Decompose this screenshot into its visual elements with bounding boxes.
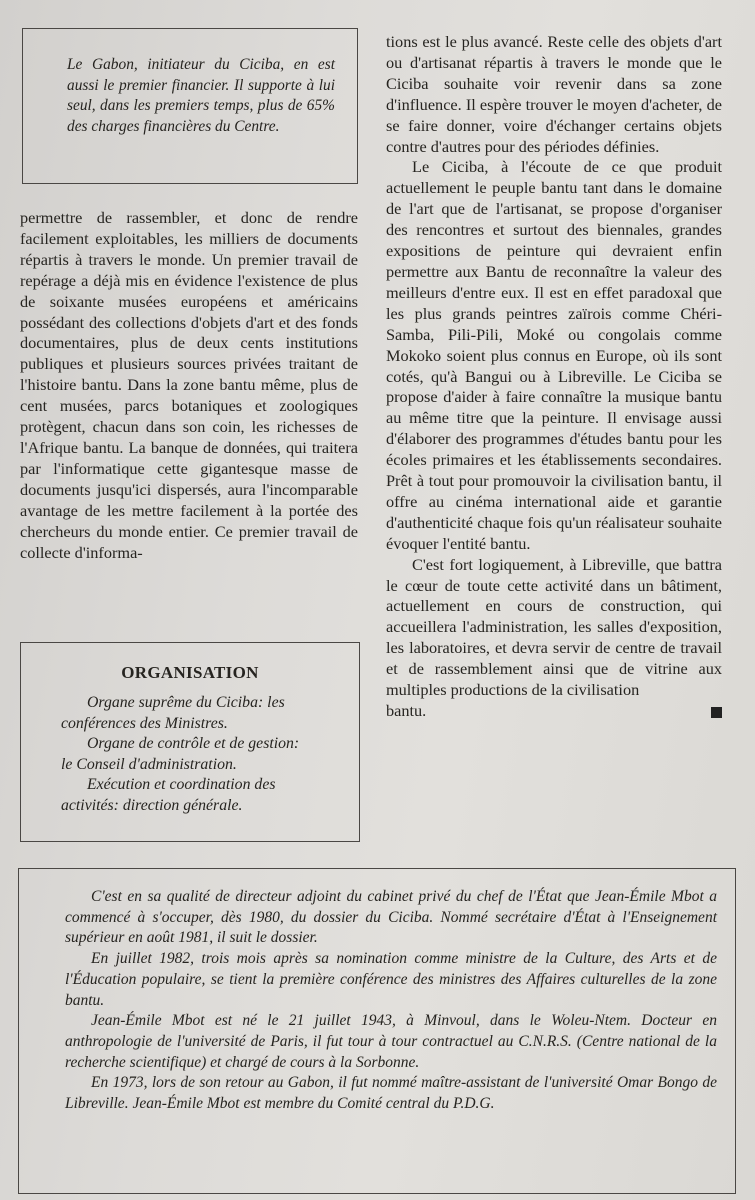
sidebar-text: Le Gabon, initiateur du Ciciba, en est aussi le premier financier. Il supporte à lui seul, dans les premiers temps, plus de 65% des charges financières du Centre. <box>67 56 335 135</box>
sidebar-box-gabon-financing <box>22 28 358 184</box>
biography-paragraph: C'est en sa qualité de directeur adjoint du cabinet privé du chef de l'État que Jean-Émile Mbot a commencé à s'occuper, dès 1980, du dossier du Ciciba. Nommé secrétaire d'État à l'Enseignement supérieur en août 1981, il suit le dossier. <box>65 888 717 947</box>
organisation-item-rest: le Conseil d'administration. <box>61 755 237 773</box>
organisation-item-head: Exécution et coordination des <box>87 776 276 794</box>
organisation-item <box>61 775 339 816</box>
biography-paragraph: Jean-Émile Mbot est né le 21 juillet 1943, à Minvoul, dans le Woleu-Ntem. Docteur en anthropologie de l'université de Paris, il fut tour à tour contractuel au C.N.R.S. (Centre national de la recherche scientifique) et chargé de cours à la Sorbonne. <box>65 1012 717 1071</box>
left-column-paragraph: permettre de rassembler, et donc de rendre facilement exploitables, les milliers de documents répartis à travers le monde. Un premier travail de repérage a déjà mis en évidence l'existence de plus de soixante musées européens et américains possédant des collections d'objets d'art et des fonds documentaires, plus de deux cents institutions publiques et plusieurs sources privées traitant de l'histoire bantu. Dans la zone bantu même, plus de cent musées, parcs botaniques et zoologiques protègent, chacun dans son coin, les richesses de l'Afrique bantu. La banque de données, qui traitera par l'informatique cette gigantesque masse de documents jusqu'ici dispersés, aura l'incomparable avantage de les mettre facilement à la portée des chercheurs du monde entier. Ce premier travail de collecte d'informa- <box>20 208 358 562</box>
organisation-item-head: Organe de contrôle et de gestion: <box>87 735 300 753</box>
organisation-item-rest: activités: direction générale. <box>61 796 243 814</box>
organisation-item <box>61 693 339 734</box>
biography-paragraph: En 1973, lors de son retour au Gabon, il fut nommé maître-assistant de l'université Omar Bongo de Libreville. Jean-Émile Mbot est membre du Comité central du P.D.G. <box>65 1074 717 1113</box>
organisation-item-rest: conférences des Ministres. <box>61 714 228 732</box>
right-column-last-word: bantu. <box>386 701 427 720</box>
organisation-box <box>20 642 360 842</box>
organisation-item-head: Organe suprême du Ciciba: les <box>87 694 285 711</box>
organisation-item <box>61 734 339 775</box>
article-end-line <box>386 701 722 722</box>
left-column <box>20 208 358 563</box>
biography-paragraph: En juillet 1982, trois mois après sa nomination comme ministre de la Culture, des Arts et de l'Éducation populaire, se tient la première conférence des ministres des Affaires culturelles de la zone bantu. <box>65 950 717 1009</box>
biography-box <box>18 868 736 1194</box>
organisation-title: ORGANISATION <box>121 663 259 682</box>
right-column-paragraph-1: tions est le plus avancé. Reste celle des objets d'art ou d'artisanat répartis à travers le monde que le Ciciba souhaite voir revenir dans sa zone d'influence. Il espère trouver le moyen d'acheter, de se faire donner, voire d'échanger certains objets contre d'autres pour des périodes définies. <box>386 32 722 156</box>
end-of-article-square-icon <box>711 707 722 718</box>
right-column-paragraph-3: C'est fort logiquement, à Libreville, que battra le cœur de toute cette activité dans un bâtiment, actuellement en cours de construction, qui accueillera l'administration, les salles d'exposition, les laboratoires, et devra servir de centre de travail et de rassemblement ainsi que de vitrine aux multiples productions de la civilisation <box>386 554 722 700</box>
right-column <box>386 32 722 722</box>
right-column-paragraph-2: Le Ciciba, à l'écoute de ce que produit actuellement le peuple bantu tant dans le domaine de l'art que de l'artisanat, se propose d'organiser des rencontres et surtout des biennales, grandes expositions de peinture qui devraient enfin permettre aux Bantu de reconnaître la valeur des meilleurs d'entre eux. Il est en effet paradoxal que les plus grands peintres zaïrois comme Chéri-Samba, Pili-Pili, Moké ou congolais comme Mokoko soient plus connus en Europe, où ils sont cotés, qu'à Bangui ou à Libreville. Le Ciciba se propose d'aider à faire connaître la musique bantu au même titre que la peinture. Il envisage aussi d'élaborer des programmes d'études bantu pour les écoles primaires et les établissements secondaires. Prêt à tout pour promouvoir la civilisation bantu, il offre au cinéma international aide et garantie d'authenticité chaque fois qu'un réalisateur souhaite évoquer l'entité bantu. <box>386 157 722 553</box>
